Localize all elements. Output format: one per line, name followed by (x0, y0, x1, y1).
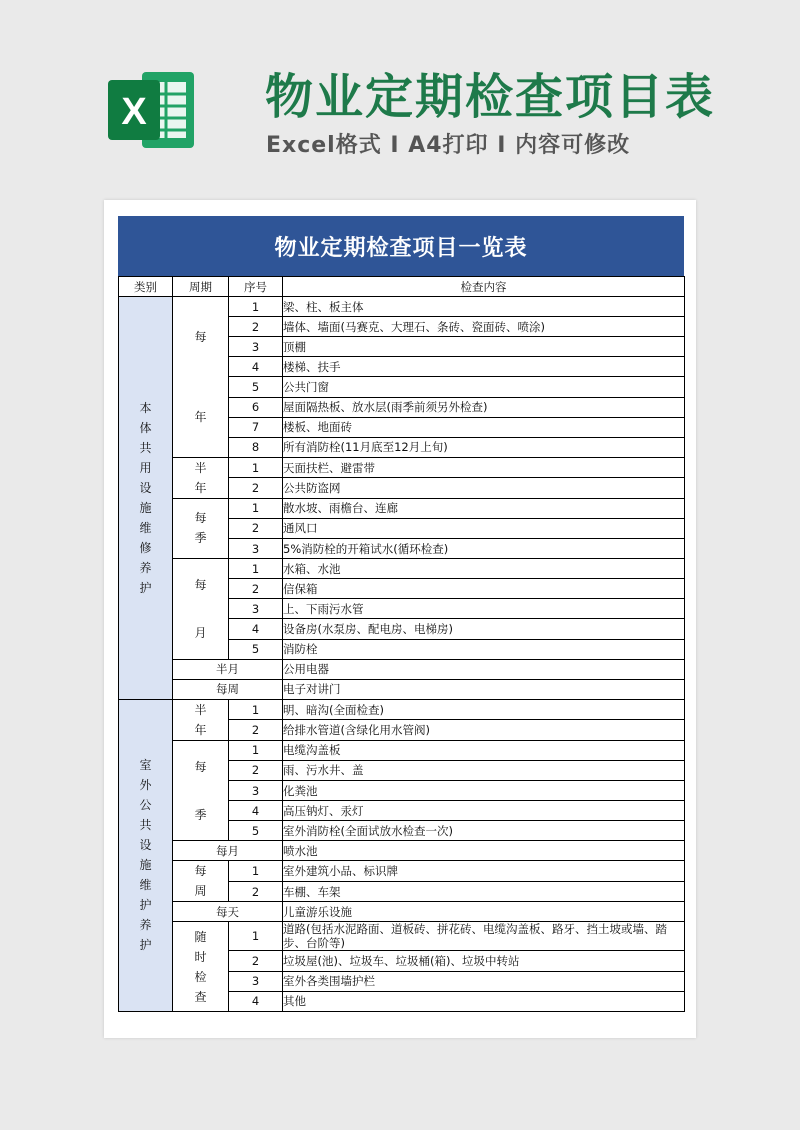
item-content: 电子对讲门 (283, 679, 685, 699)
period-label-char: 半 (194, 460, 207, 475)
item-number: 5 (229, 377, 283, 397)
item-content: 公共防盗网 (283, 478, 685, 499)
period-cell (173, 457, 229, 498)
period-label-char: 周 (194, 884, 207, 899)
item-number: 3 (229, 599, 283, 619)
item-number: 7 (229, 417, 283, 437)
table-row (119, 559, 685, 579)
item-number: 1 (229, 457, 283, 478)
item-number: 1 (229, 498, 283, 518)
item-number: 4 (229, 801, 283, 821)
item-content: 水箱、水池 (283, 559, 685, 579)
item-number: 2 (229, 579, 283, 599)
item-number: 2 (229, 881, 283, 902)
item-content: 喷水池 (283, 841, 685, 861)
item-content: 信保箱 (283, 579, 685, 599)
item-content: 道路(包括水泥路面、道板砖、拼花砖、电缆沟盖板、路牙、挡土坡或墙、踏步、台阶等) (283, 922, 685, 951)
item-content: 天面扶栏、避雷带 (283, 457, 685, 478)
table-row (119, 861, 685, 882)
item-number: 4 (229, 619, 283, 639)
item-content: 电缆沟盖板 (283, 740, 685, 760)
category-label: 本体共用设施维修养护 (139, 400, 152, 595)
item-number: 2 (229, 951, 283, 971)
table-row (119, 902, 685, 922)
table-row (119, 922, 685, 951)
period-label-char: 查 (194, 989, 207, 1004)
item-number: 8 (229, 437, 283, 457)
period-cell (173, 297, 229, 458)
item-content: 化粪池 (283, 780, 685, 800)
item-number: 1 (229, 559, 283, 579)
item-number: 4 (229, 991, 283, 1011)
table-row (119, 699, 685, 720)
page-subtitle: Excel格式 I A4打印 I 内容可修改 (266, 133, 631, 158)
item-number: 1 (229, 699, 283, 720)
category-cell (119, 699, 173, 1011)
period-label-char: 年 (194, 722, 207, 737)
item-content: 其他 (283, 991, 685, 1011)
item-number: 1 (229, 740, 283, 760)
period-label-char: 半 (194, 702, 207, 717)
item-number: 1 (229, 297, 283, 317)
item-number: 3 (229, 539, 283, 559)
item-number: 3 (229, 971, 283, 991)
item-content: 所有消防栓(11月底至12月上旬) (283, 437, 685, 457)
item-content: 散水坡、雨檐台、连廊 (283, 498, 685, 518)
column-header: 检查内容 (283, 277, 685, 297)
item-content: 明、暗沟(全面检查) (283, 699, 685, 720)
item-content: 屋面隔热板、放水层(雨季前须另外检查) (283, 397, 685, 417)
period-cell: 每天 (173, 902, 283, 922)
item-number: 5 (229, 821, 283, 841)
item-content: 车棚、车架 (283, 881, 685, 902)
table-row (119, 498, 685, 518)
item-content: 消防栓 (283, 639, 685, 659)
column-header: 周期 (173, 277, 229, 297)
period-cell (173, 922, 229, 1011)
table-row (119, 297, 685, 317)
period-cell: 每月 (173, 841, 283, 861)
period-cell (173, 740, 229, 840)
period-label-char: 时 (194, 949, 207, 964)
item-content: 雨、污水井、盖 (283, 760, 685, 780)
sheet-title: 物业定期检查项目一览表 (118, 216, 684, 276)
period-label-char: 每 (194, 759, 207, 774)
item-content: 公用电器 (283, 659, 685, 679)
item-number: 2 (229, 760, 283, 780)
item-content: 设备房(水泵房、配电房、电梯房) (283, 619, 685, 639)
item-content: 梁、柱、板主体 (283, 297, 685, 317)
inspection-table (118, 276, 685, 1012)
table-header-row (119, 277, 685, 297)
item-number: 6 (229, 397, 283, 417)
item-content: 墙体、墙面(马赛克、大理石、条砖、瓷面砖、喷涂) (283, 317, 685, 337)
column-header: 类别 (119, 277, 173, 297)
item-number: 5 (229, 639, 283, 659)
period-label-char: 月 (194, 625, 207, 640)
period-cell: 每周 (173, 679, 283, 699)
column-header: 序号 (229, 277, 283, 297)
item-content: 楼板、地面砖 (283, 417, 685, 437)
item-content: 高压钠灯、汞灯 (283, 801, 685, 821)
category-cell (119, 297, 173, 700)
item-number: 1 (229, 922, 283, 951)
item-content: 5%消防栓的开箱试水(循环检查) (283, 539, 685, 559)
item-content: 垃圾屋(池)、垃圾车、垃圾桶(箱)、垃圾中转站 (283, 951, 685, 971)
period-label-char: 季 (194, 531, 207, 546)
table-row (119, 679, 685, 699)
item-content: 上、下雨污水管 (283, 599, 685, 619)
table-row (119, 659, 685, 679)
category-label: 室外公共设施维护养护 (139, 758, 152, 953)
item-content: 室外消防栓(全面试放水检查一次) (283, 821, 685, 841)
excel-logo-icon (104, 62, 200, 158)
period-label-char: 季 (194, 807, 207, 822)
item-number: 3 (229, 780, 283, 800)
period-label-char: 每 (194, 577, 207, 592)
period-label-char: 检 (194, 969, 207, 984)
table-row (119, 457, 685, 478)
period-label-char: 年 (194, 409, 207, 424)
period-label-char: 每 (194, 864, 207, 879)
period-label-char: 随 (194, 929, 207, 944)
item-number: 4 (229, 357, 283, 377)
table-row (119, 740, 685, 760)
item-content: 室外各类围墙护栏 (283, 971, 685, 991)
period-cell (173, 498, 229, 558)
item-number: 3 (229, 337, 283, 357)
period-cell (173, 861, 229, 902)
table-row (119, 841, 685, 861)
excel-logo-letter: X (121, 91, 147, 133)
item-content: 顶棚 (283, 337, 685, 357)
period-label-char: 年 (194, 480, 207, 495)
item-number: 2 (229, 720, 283, 741)
item-number: 2 (229, 518, 283, 538)
item-number: 2 (229, 478, 283, 499)
item-content: 给排水管道(含绿化用水管阀) (283, 720, 685, 741)
item-content: 公共门窗 (283, 377, 685, 397)
period-cell: 半月 (173, 659, 283, 679)
item-number: 2 (229, 317, 283, 337)
item-content: 室外建筑小品、标识牌 (283, 861, 685, 882)
period-cell (173, 559, 229, 659)
period-label-char: 每 (194, 511, 207, 526)
item-content: 通风口 (283, 518, 685, 538)
item-content: 儿童游乐设施 (283, 902, 685, 922)
item-content: 楼梯、扶手 (283, 357, 685, 377)
period-cell (173, 699, 229, 740)
period-label-char: 每 (194, 329, 207, 344)
page-title: 物业定期检查项目表 (265, 69, 716, 125)
item-number: 1 (229, 861, 283, 882)
